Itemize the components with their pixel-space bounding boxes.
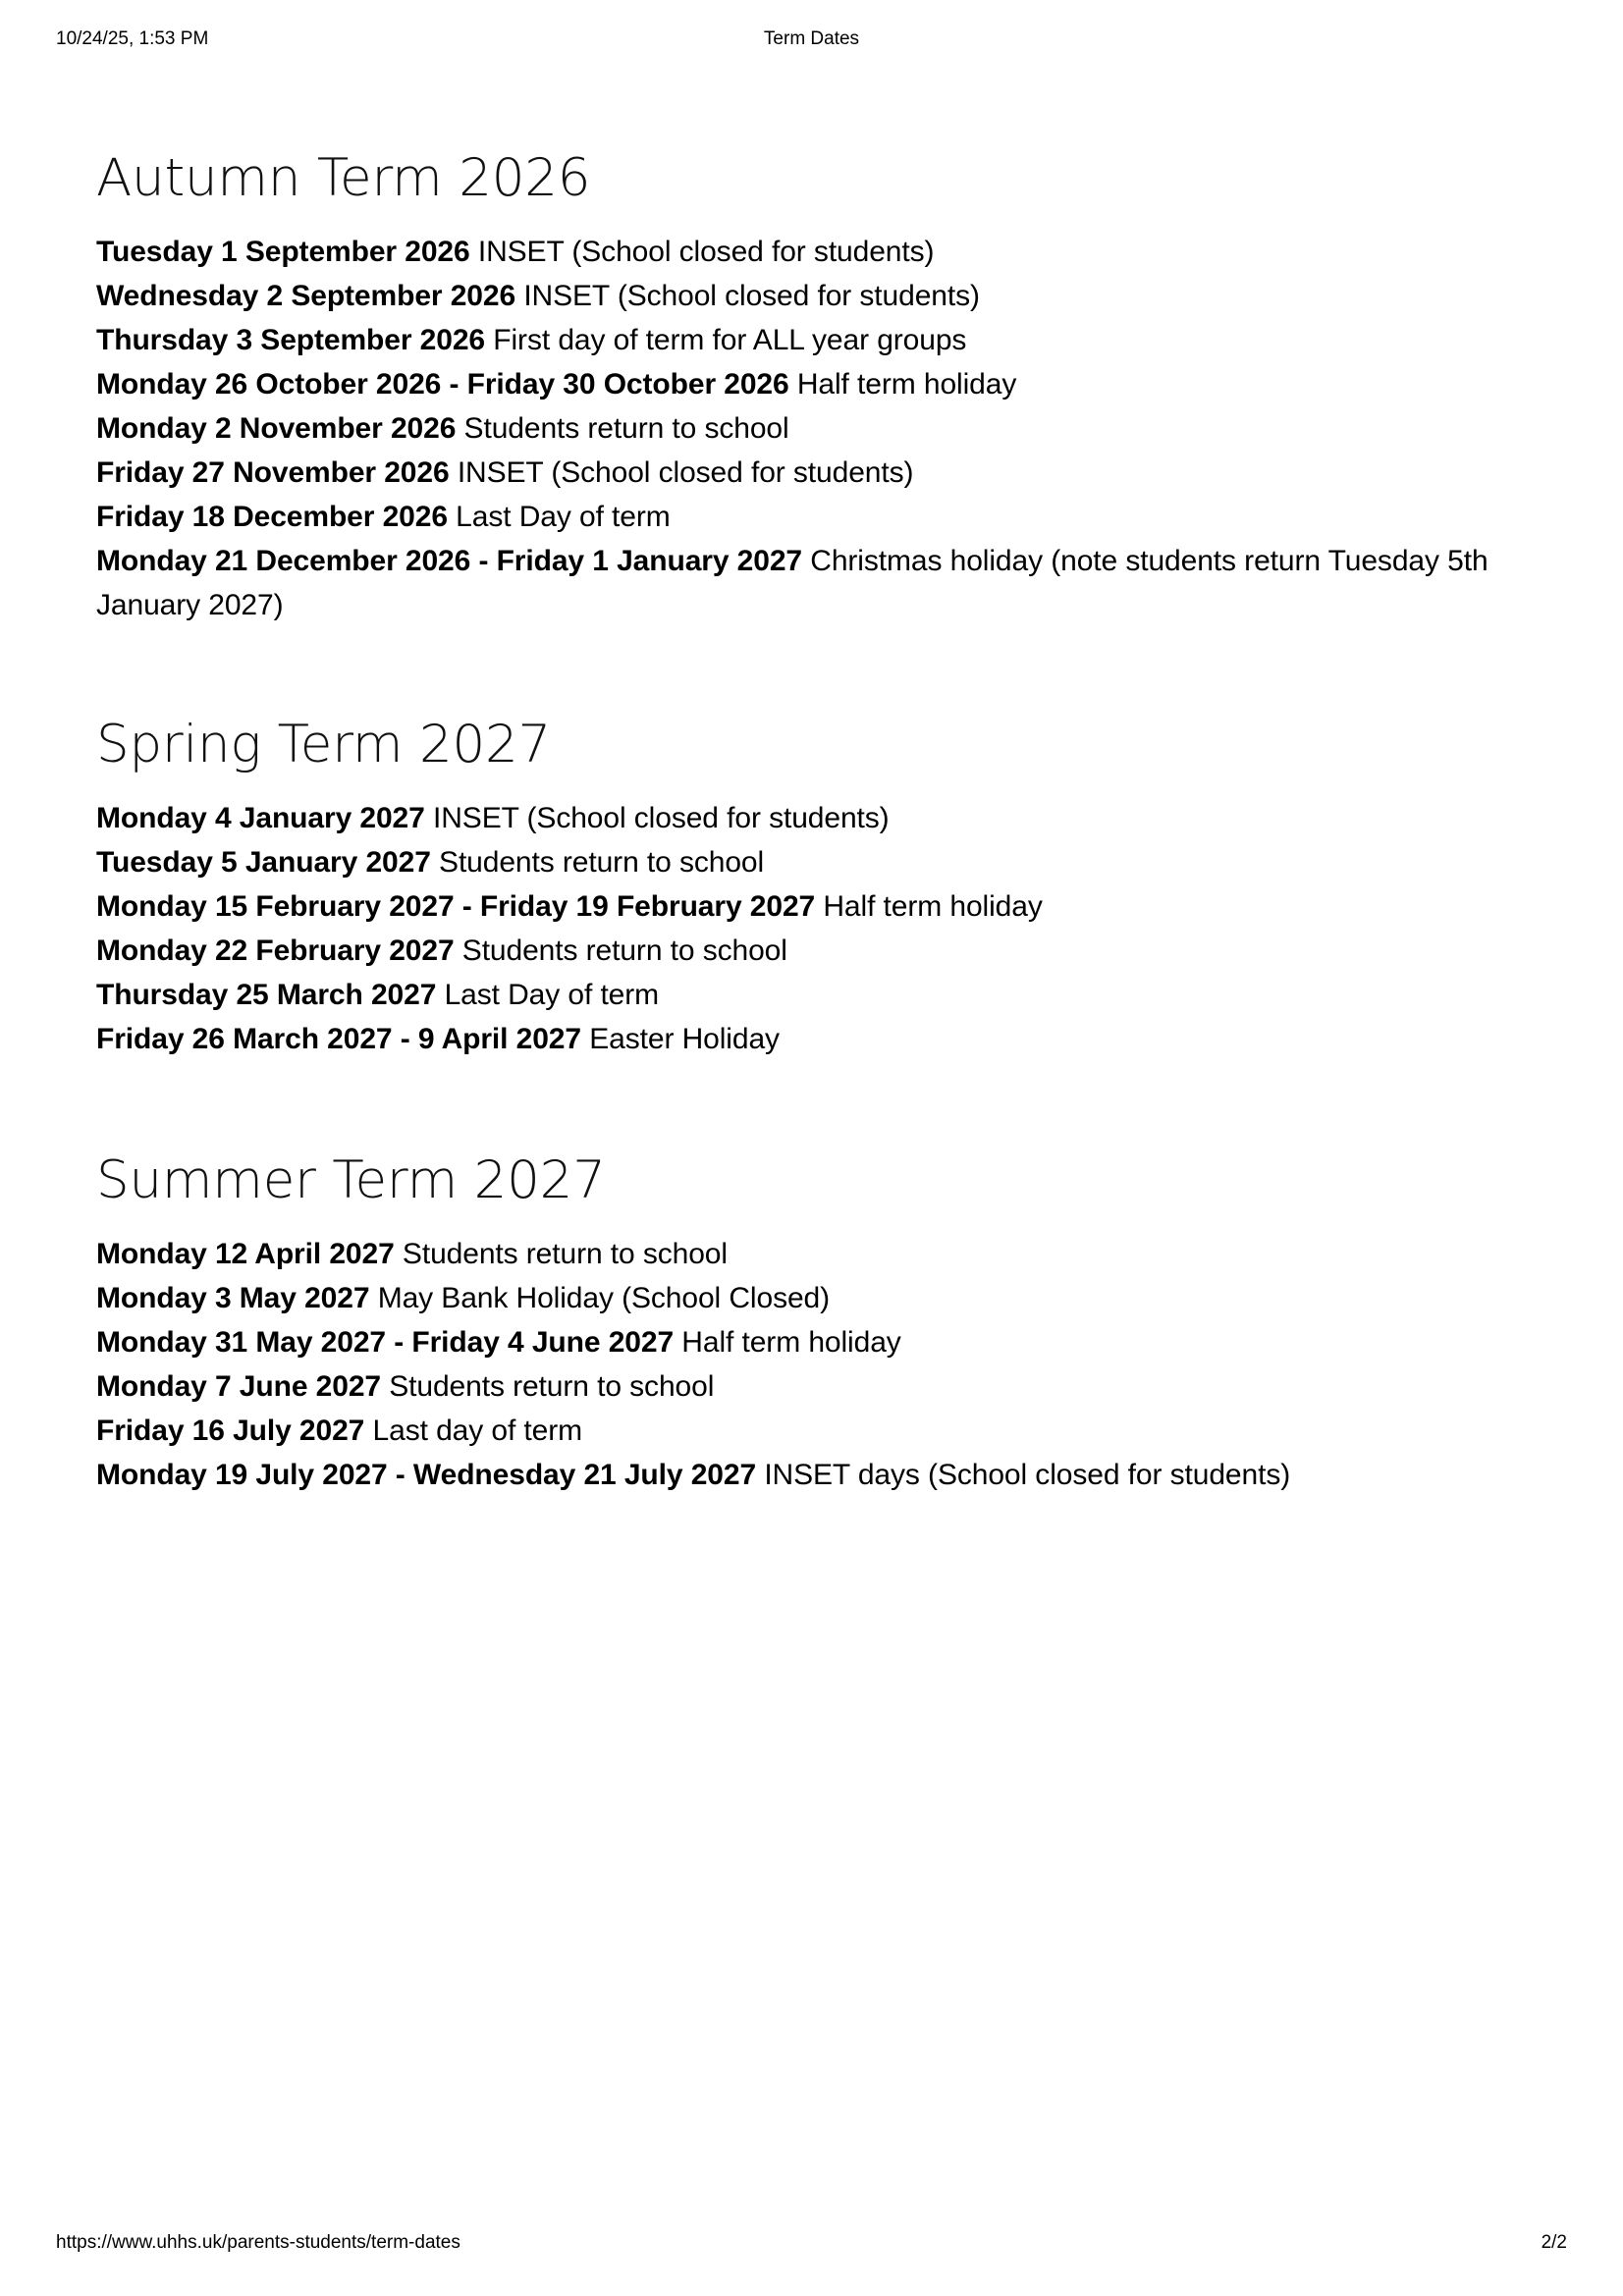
- term-list-item: [96, 1409, 1530, 1453]
- term-item-description: Last Day of term: [456, 501, 671, 533]
- term-item-description: Students return to school: [439, 846, 765, 879]
- term-item-date: Monday 22 February 2027: [96, 934, 455, 967]
- print-footer-url: https://www.uhhs.uk/parents-students/term-dates: [56, 2232, 460, 2253]
- term-list-item: [96, 1453, 1530, 1497]
- print-header-timestamp: 10/24/25, 1:53 PM: [56, 28, 209, 49]
- term-heading-spring: Spring Term 2027: [96, 715, 552, 774]
- term-list-item: [96, 929, 1530, 973]
- term-list-item: [96, 1320, 1530, 1364]
- print-footer-page-number: 2/2: [1541, 2232, 1567, 2253]
- term-item-description: Half term holiday: [681, 1326, 901, 1359]
- term-item-description: Students return to school: [463, 412, 789, 445]
- term-item-date: Monday 21 December 2026 - Friday 1 January 2027: [96, 545, 803, 577]
- term-item-description: INSET (School closed for students): [523, 280, 980, 312]
- term-item-description: INSET (School closed for students): [432, 802, 890, 834]
- term-item-date: Monday 26 October 2026 - Friday 30 October 2026: [96, 368, 789, 400]
- term-item-description: INSET (School closed for students): [477, 236, 935, 268]
- term-item-description: Last day of term: [372, 1415, 583, 1447]
- term-list-item: [96, 495, 1530, 539]
- term-list-summer: [96, 1232, 1530, 1497]
- term-heading-summer: Summer Term 2027: [96, 1150, 606, 1210]
- term-list-item: [96, 362, 1530, 406]
- term-list-item: [96, 1017, 1530, 1061]
- term-list-item: [96, 840, 1530, 884]
- print-header: [0, 27, 1623, 51]
- term-list-item: [96, 406, 1530, 451]
- term-list-item: [96, 451, 1530, 495]
- term-item-date: Thursday 25 March 2027: [96, 979, 437, 1011]
- term-list-item: [96, 1232, 1530, 1276]
- term-item-description: Last Day of term: [444, 979, 660, 1011]
- term-item-date: Friday 18 December 2026: [96, 501, 448, 533]
- term-item-date: Tuesday 5 January 2027: [96, 846, 431, 879]
- term-list-item: [96, 1364, 1530, 1409]
- term-list-item: [96, 973, 1530, 1017]
- term-item-description: INSET days (School closed for students): [764, 1459, 1291, 1491]
- term-section-summer: [96, 1149, 1530, 1497]
- term-item-date: Friday 26 March 2027 - 9 April 2027: [96, 1023, 581, 1055]
- term-list-item: [96, 318, 1530, 362]
- term-list-item: [96, 274, 1530, 318]
- term-list-autumn: [96, 230, 1530, 627]
- term-item-date: Monday 4 January 2027: [96, 802, 425, 834]
- term-item-date: Wednesday 2 September 2026: [96, 280, 516, 312]
- print-footer: [0, 2231, 1623, 2255]
- term-item-date: Monday 19 July 2027 - Wednesday 21 July 2027: [96, 1459, 757, 1491]
- term-item-date: Monday 2 November 2026: [96, 412, 457, 445]
- term-item-description: Students return to school: [461, 934, 787, 967]
- term-item-date: Friday 27 November 2026: [96, 456, 450, 489]
- term-list-item: [96, 1276, 1530, 1320]
- print-header-title: Term Dates: [763, 28, 860, 49]
- term-section-autumn: [96, 147, 1530, 627]
- term-item-description: Christmas holiday (note students return Tuesday 5th January 2027): [96, 545, 1488, 621]
- term-section-spring: [96, 714, 1530, 1061]
- term-item-date: Monday 7 June 2027: [96, 1370, 381, 1403]
- term-list-item: [96, 539, 1530, 627]
- term-list-item: [96, 796, 1530, 840]
- term-heading-autumn: Autumn Term 2026: [96, 148, 591, 208]
- term-item-description: Students return to school: [402, 1238, 728, 1270]
- term-item-date: Monday 12 April 2027: [96, 1238, 395, 1270]
- term-item-description: Students return to school: [389, 1370, 715, 1403]
- term-item-description: Half term holiday: [823, 890, 1043, 923]
- term-item-description: INSET (School closed for students): [457, 456, 914, 489]
- term-list-item: [96, 884, 1530, 929]
- term-item-date: Monday 31 May 2027 - Friday 4 June 2027: [96, 1326, 675, 1359]
- term-list-spring: [96, 796, 1530, 1061]
- document-content: [96, 147, 1530, 1497]
- term-item-description: Easter Holiday: [589, 1023, 780, 1055]
- term-item-description: Half term holiday: [796, 368, 1017, 400]
- term-item-date: Friday 16 July 2027: [96, 1415, 365, 1447]
- term-list-item: [96, 230, 1530, 274]
- term-item-date: Monday 15 February 2027 - Friday 19 February 2027: [96, 890, 816, 923]
- term-item-date: Tuesday 1 September 2026: [96, 236, 470, 268]
- term-item-date: Monday 3 May 2027: [96, 1282, 370, 1314]
- term-item-description: First day of term for ALL year groups: [493, 324, 967, 356]
- term-item-date: Thursday 3 September 2026: [96, 324, 486, 356]
- term-item-description: May Bank Holiday (School Closed): [377, 1282, 831, 1314]
